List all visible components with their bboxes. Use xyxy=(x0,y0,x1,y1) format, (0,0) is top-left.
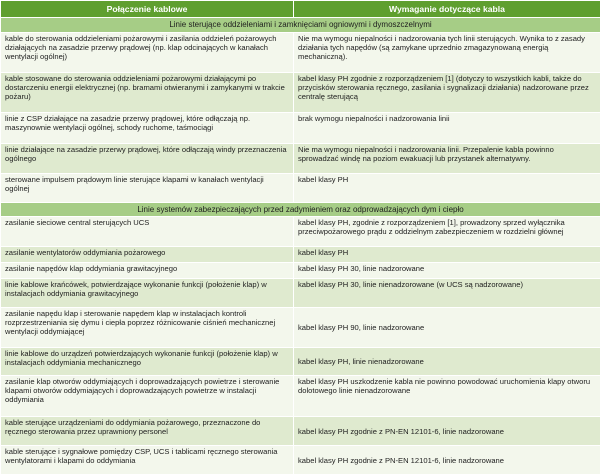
cable-requirement-cell: kabel klasy PH 30, linie nienadzorowane (w UCS są nadzorowane) xyxy=(294,279,600,308)
cable-requirement-cell: kabel klasy PH, linie nienadzorowane xyxy=(294,348,600,376)
cable-requirement-cell: kabel klasy PH zgodnie z PN-EN 12101-6, linie nadzorowane xyxy=(294,446,600,475)
table-row xyxy=(1,217,600,247)
table-header-row xyxy=(1,1,600,18)
cable-connection-cell: zasilanie sieciowe central sterujących UCS xyxy=(1,217,294,247)
header-cable-connection: Połączenie kablowe xyxy=(1,1,294,18)
section-title: Linie systemów zabezpieczających przed zadymieniem oraz odprowadzających dym i ciepło xyxy=(1,202,600,217)
cable-requirement-cell: kabel klasy PH, zgodnie z rozporządzeniem [1], prowadzony sprzed wyłącznika przeciwpożarowego prądu z oddzielnym zabezpieczeniem w rozdzielni głównej xyxy=(294,217,600,247)
cable-requirement-cell: kabel klasy PH xyxy=(294,247,600,263)
cable-requirement-cell: kabel klasy PH 30, linie nadzorowane xyxy=(294,263,600,279)
section-title: Linie sterujące oddzieleniami i zamknięciami ogniowymi i dymoszczelnymi xyxy=(1,18,600,33)
cable-connection-cell: linie kablowe do urządzeń potwierdzających wykonanie funkcji (położenie klap) w instalacjach oddymiania mechanicznego xyxy=(1,348,294,376)
cable-connection-cell: zasilanie napędu klap i sterowanie napędem klap w instalacjach kontroli rozprzestrzeniania się dymu i ciepła poprzez różnicowanie ciśnień mechanicznej wentylacji oddymiającej xyxy=(1,308,294,348)
table-row xyxy=(1,417,600,446)
table-row xyxy=(1,348,600,376)
header-cable-requirement: Wymaganie dotyczące kabla xyxy=(294,1,600,18)
table-row xyxy=(1,247,600,263)
cable-connection-cell: kable sterujące urządzeniami do oddymiania pożarowego, przeznaczone do ręcznego sterowania przez uprawniony personel xyxy=(1,417,294,446)
table-row xyxy=(1,446,600,475)
table-row xyxy=(1,143,600,173)
table-row xyxy=(1,279,600,308)
cable-connection-cell: zasilanie wentylatorów oddymiania pożarowego xyxy=(1,247,294,263)
cable-connection-cell: linie działające na zasadzie przerwy prądowej, które odłączają windy przeznaczenia ogólnego xyxy=(1,143,294,173)
cable-connection-cell: kable do sterowania oddzieleniami pożarowymi i zasilania oddzieleń pożarowych działających na zasadzie przerwy prądowej (np. klap odcinających w kanałach wentylacji ogólnej) xyxy=(1,32,294,72)
table-row xyxy=(1,32,600,72)
table-row xyxy=(1,72,600,112)
cable-connection-cell: linie kablowe krańcówek, potwierdzające wykonanie funkcji (położenie klap) w instalacjach oddymiania grawitacyjnego xyxy=(1,279,294,308)
cable-connection-cell: kable sterujące i sygnałowe pomiędzy CSP, UCS i tablicami ręcznego sterowania wentylatorami i klapami do oddymiania xyxy=(1,446,294,475)
table-row xyxy=(1,376,600,417)
cable-connection-cell: kable stosowane do sterowania oddzieleniami pożarowymi działającymi po dostarczeniu energii elektrycznej (np. bramami otwieranymi i zamykanymi w trakcie pożaru) xyxy=(1,72,294,112)
cable-requirement-cell: kabel klasy PH 90, linie nadzorowane xyxy=(294,308,600,348)
table-row xyxy=(1,263,600,279)
cable-requirement-cell: kabel klasy PH zgodnie z rozporządzeniem [1] (dotyczy to wszystkich kabli, także do przycisków sterowania ręcznego, zasilania i sygnalizacji działania) nadzorowane przez centralę sterującą xyxy=(294,72,600,112)
cable-requirement-cell: Nie ma wymogu niepalności i nadzorowania linii. Przepalenie kabla powinno sprowadzać windę na poziom ewakuacji lub przystanek alternatywny. xyxy=(294,143,600,173)
cable-connection-cell: sterowane impulsem prądowym linie sterujące klapami w kanałach wentylacji ogólnej xyxy=(1,173,294,202)
cable-connection-cell: zasilanie klap otworów oddymiających i doprowadzających powietrze i sterowanie klapami otworów oddymiających i doprowadzających powietrze w instalacji oddymiania xyxy=(1,376,294,417)
section-header-fire-separations xyxy=(1,18,600,33)
cable-requirement-cell: kabel klasy PH uszkodzenie kabla nie powinno powodować uruchomienia klapy otworu dolotowego linie nienadzorowane xyxy=(294,376,600,417)
table-row xyxy=(1,308,600,348)
cable-requirement-cell: kabel klasy PH xyxy=(294,173,600,202)
cable-requirement-cell: kabel klasy PH zgodnie z PN-EN 12101-6, linie nadzorowane xyxy=(294,417,600,446)
cable-requirement-cell: brak wymogu niepalności i nadzorowania linii xyxy=(294,112,600,143)
cable-connection-cell: linie z CSP działające na zasadzie przerwy prądowej, które odłączają np. maszynownie wentylacji ogólnej, schody ruchome, taśmociągi xyxy=(1,112,294,143)
cable-requirement-cell: Nie ma wymogu niepalności i nadzorowania tych linii sterujących. Wynika to z zasady działania tych napędów (są zamykane uprzednio zmagazynowaną energią mechaniczną). xyxy=(294,32,600,72)
section-header-smoke-control xyxy=(1,202,600,217)
cable-connection-cell: zasilanie napędów klap oddymiania grawitacyjnego xyxy=(1,263,294,279)
table-row xyxy=(1,173,600,202)
table-row xyxy=(1,112,600,143)
